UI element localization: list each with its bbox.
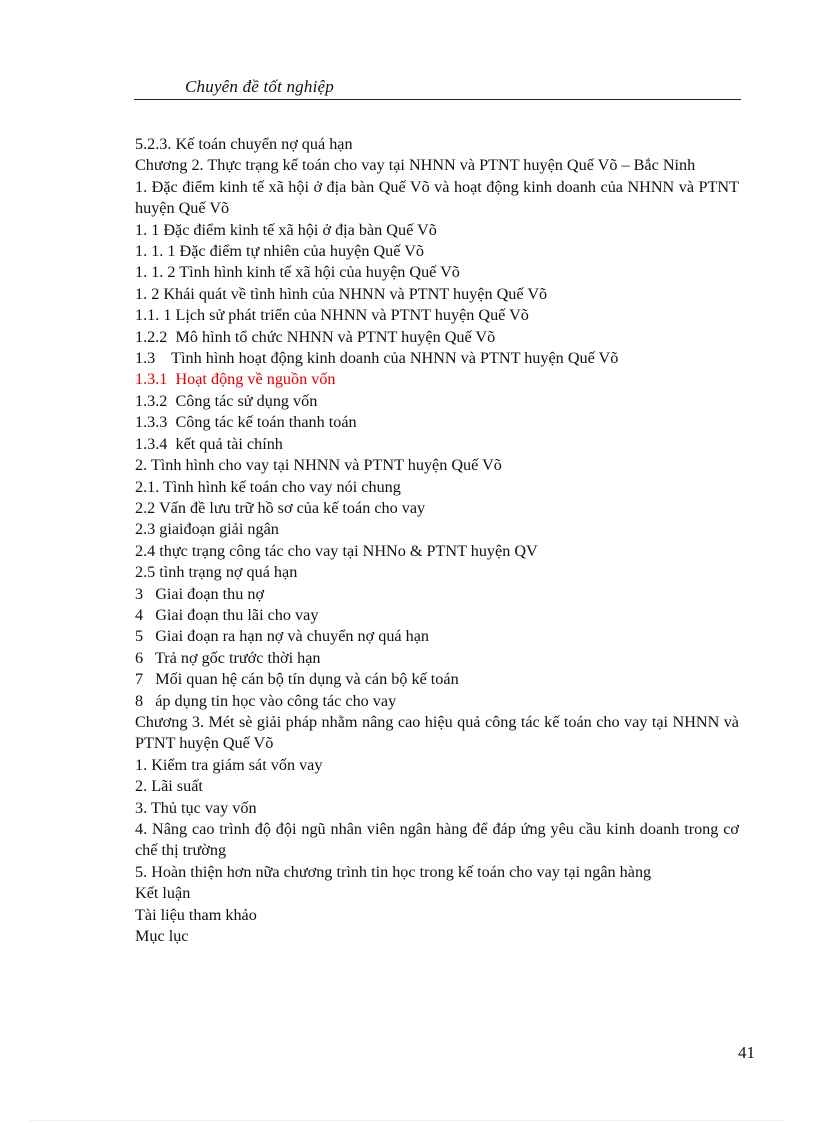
toc-entry: 5 Giai đoạn ra hạn nợ và chuyển nợ quá hạn bbox=[135, 627, 430, 646]
toc-entry: 6 Trả nợ gốc trước thời hạn bbox=[135, 648, 321, 667]
table-of-contents bbox=[135, 134, 739, 947]
toc-entry: 4 Giai đoạn thu lãi cho vay bbox=[135, 605, 319, 624]
header-divider bbox=[134, 99, 741, 100]
toc-entry: 2.5 tình trạng nợ quá hạn bbox=[135, 563, 298, 582]
toc-entry: 1.3 Tình hình hoạt động kinh doanh của NHNN và PTNT huyện Quế Võ bbox=[135, 349, 619, 368]
toc-entry: 1. 2 Khái quát về tình hình của NHNN và PTNT huyện Quế Võ bbox=[135, 284, 548, 303]
toc-entry: 2. Lãi suất bbox=[135, 777, 203, 796]
toc-entry: 1. 1. 2 Tình hình kinh tế xã hội của huyện Quế Võ bbox=[135, 263, 460, 282]
toc-entry: 7 Mối quan hệ cán bộ tín dụng và cán bộ kế toán bbox=[135, 670, 459, 689]
toc-entry: 3. Thủ tục vay vốn bbox=[135, 798, 257, 817]
bottom-divider bbox=[30, 1120, 786, 1121]
page-number: 41 bbox=[738, 1043, 755, 1062]
toc-entry: 3 Giai đoạn thu nợ bbox=[135, 584, 265, 603]
toc-entry: Mục lục bbox=[135, 927, 189, 946]
toc-entry: 1. 1 Đặc điểm kinh tế xã hội ở địa bàn Quế Võ bbox=[135, 220, 437, 239]
toc-entry: Chương 3. Mét sè giải pháp nhằm nâng cao hiệu quả công tác kế toán cho vay tại NHNN và PTNT huyện Quế Võ bbox=[135, 712, 739, 753]
toc-entry: 2.2 Vấn đề lưu trữ hồ sơ của kế toán cho vay bbox=[135, 498, 426, 517]
toc-entry: 5. Hoàn thiện hơn nữa chương trình tin học trong kế toán cho vay tại ngân hàng bbox=[135, 862, 652, 881]
toc-entry: 8 áp dụng tin học vào công tác cho vay bbox=[135, 691, 397, 710]
toc-entry: 2.3 giaiđoạn giải ngân bbox=[135, 520, 279, 539]
header-title: Chuyên đề tốt nghiệp bbox=[185, 77, 334, 96]
toc-entry: Chương 2. Thực trạng kế toán cho vay tại NHNN và PTNT huyện Quế Võ – Bắc Ninh bbox=[135, 156, 696, 175]
toc-entry: 1.2.2 Mô hình tổ chức NHNN và PTNT huyện Quế Võ bbox=[135, 327, 496, 346]
toc-entry: Tài liệu tham khảo bbox=[135, 905, 257, 924]
toc-entry: 1.3.2 Công tác sử dụng vốn bbox=[135, 391, 318, 410]
toc-entry: Kết luận bbox=[135, 884, 191, 903]
toc-entry: 1.3.3 Công tác kế toán thanh toán bbox=[135, 413, 357, 432]
toc-entry: 1.3.4 kết quả tài chính bbox=[135, 434, 283, 453]
toc-entry: 1. 1. 1 Đặc điểm tự nhiên của huyện Quế Võ bbox=[135, 242, 424, 261]
toc-entry: 1. Đặc điểm kinh tế xã hội ở địa bàn Quế Võ và hoạt động kinh doanh của NHNN và PTNT huyện Quế Võ bbox=[135, 177, 739, 218]
toc-entry: 1.1. 1 Lịch sử phát triển của NHNN và PTNT huyện Quế Võ bbox=[135, 306, 529, 325]
toc-entry-highlighted: 1.3.1 Hoạt động về nguồn vốn bbox=[135, 370, 336, 389]
toc-entry: 2.4 thực trạng công tác cho vay tại NHNo & PTNT huyện QV bbox=[135, 541, 538, 560]
toc-entry: 4. Nâng cao trình độ đội ngũ nhân viên ngân hàng để đáp ứng yêu cầu kinh doanh trong cơ chế thị trường bbox=[135, 820, 739, 860]
toc-entry: 2.1. Tình hình kế toán cho vay nói chung bbox=[135, 477, 401, 496]
toc-entry: 5.2.3. Kế toán chuyển nợ quá hạn bbox=[135, 135, 353, 153]
toc-entry: 1. Kiểm tra giám sát vốn vay bbox=[135, 755, 323, 774]
toc-entry: 2. Tình hình cho vay tại NHNN và PTNT huyện Quế Võ bbox=[135, 456, 502, 475]
